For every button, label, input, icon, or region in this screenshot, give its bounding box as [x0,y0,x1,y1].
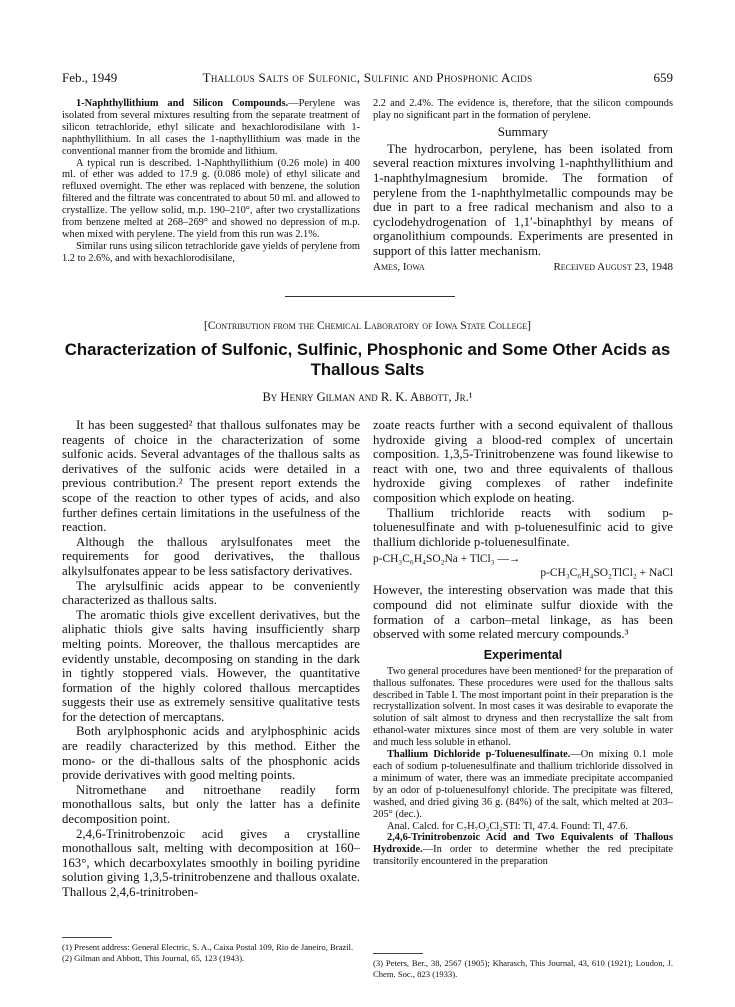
footnote-3: (3) Peters, Ber., 38, 2567 (1905); Kharasch, This Journal, 43, 610 (1921); Loudon, J. Chem. Soc., 823 (1933). [373,958,673,979]
footnote-rule-right [373,953,423,954]
prev-article-left-column [62,98,360,265]
prev-paragraph-3: Similar runs using silicon tetrachloride gave yields of perylene from 1.2 to 2.6%, and with hexachlorodisilane, [62,240,360,264]
exp-p2-heading: Thallium Dichloride p-Toluenesulfinate. [387,749,571,761]
body-paragraph-4: The aromatic thiols give excellent derivatives, but the aliphatic thiols give salts having insufficiently sharp melting points. Moreover, the thallous mercaptides are evidently unstable, decomposing on standing in the dark in tightly stoppered vials. However, the quantitative formation of the highly colored thallous mercaptides suggests their use as extremely sensitive qualitative tests for the detection of mercaptans. [62,607,360,724]
body-paragraph-7: 2,4,6-Trinitrobenzoic acid gives a crystalline monothallous salt, melting with decomposition at 160–163°, which decarboxylates smoothly in boiling pyridine solution giving 1,3,5-trinitrobenzene and thallous oxalate. Thallous 2,4,6-trinitroben- [62,826,360,899]
signature-received: Received August 23, 1948 [553,260,673,273]
footnote-1: (1) Present address: General Electric, S. A., Caixa Postal 109, Rio de Janeiro, Brazil. [62,942,354,952]
article-divider [285,296,455,297]
signature-line [373,261,673,273]
article-right-column [373,418,673,868]
prev-p1-body: —Perylene was isolated from several mixtures resulting from the separate treatment of silicon tetrachloride, ethyl silicate and hexachlorodisilane with 1-naphthyllithium. In all cases the 1-napthyllithium was made in the conventional manner from the bromide and lithium. [62,98,360,157]
body-paragraph-10: However, the interesting observation was made that this compound did not eliminate sulfur dioxide with the formation of a carbon–metal linkage, as has been observed with some related mercury compounds.³ [373,583,673,642]
prev-p1-heading: 1-Naphthyllithium and Silicon Compounds. [76,98,289,109]
prev-right-paragraph: 2.2 and 2.4%. The evidence is, therefore, that the silicon compounds play no significant part in the formation of perylene. [373,98,673,121]
exp-paragraph-4 [373,832,673,868]
article-authors: By Henry Gilman and R. K. Abbott, Jr.¹ [262,390,473,404]
body-paragraph-5: Both arylphosphonic acids and arylphosphinic acids are readily characterized by this method. Either the mono- or the di-thallous salts of the phosphonic acids provide derivatives with good melting points. [62,724,360,783]
body-paragraph-3: The arylsulfinic acids appear to be conveniently characterized as thallous salts. [62,578,360,608]
footnotes-left [62,942,360,964]
footnotes-right [373,958,673,980]
exp-p4-body: —In order to determine whether the red precipitate transitorily encountered in the preparation [373,844,673,868]
prev-paragraph-2: A typical run is described. 1-Naphthyllithium (0.26 mole) in 400 ml. of ether was added to 17.9 g. (0.086 mole) of ethyl silicate and refluxed overnight. The ether was replaced with benzene, the solution filtered and the filtrate was concentrated to about 50 ml. and allowed to crystallize. The yellow solid, m.p. 190–210°, after two crystallizations from benzene melted at 268–269° and showed no depression of m.p. when mixed with perylene. The yield from this run was 2.1%. [62,157,360,240]
equation-right: p-CH₃C₆H₄SO₂TlCl₂ + NaCl [540,567,673,580]
footnote-2: (2) Gilman and Abbott, This Journal, 65, 123 (1943). [62,952,245,963]
footnote-rule-left [62,937,112,938]
prev-article-right-column [373,98,673,273]
summary-heading: Summary [497,123,549,139]
exp-p4-heading: 2,4,6-Trinitrobenzoic Acid and Two Equivalents of Thallous Hydroxide. [373,832,673,856]
header-date: Feb., 1949 [62,70,118,85]
article-title: Characterization of Sulfonic, Sulfinic, Phosphonic and Some Other Acids as Thallous Salts [64,340,671,379]
prev-paragraph-1 [62,98,360,158]
exp-p2-body: —On mixing 0.1 mole each of sodium p-toluenesulfinate and thallium trichloride dissolved in a minimum of water, there was an immediate precipitate accompanied by an odor of p-toluenesulfonyl chloride. The precipitate was filtered, washed, and dried giving 36 g. (84%) of the salt, which melted at 203–205° (dec.). [373,749,673,820]
running-header [62,70,673,88]
exp-paragraph-1: Two general procedures have been mentioned² for the preparation of thallous sulfonates. These procedures were used for the thallous salts described in Table I. The most important point in their preparation is the recrystallization solvent. In most cases it was desirable to evaporate the solution of salt almost to dryness and then recrystallize the salt from ethanol-water mixtures since most of them are very soluble in water and much less soluble in ethanol. [373,665,673,749]
signature-place: Ames, Iowa [373,260,425,273]
header-running-title: Thallous Salts of Sulfonic, Sulfinic and Phosphonic Acids [202,70,533,85]
contribution-line: [Contribution from the Chemical Laboratory of Iowa State College] [203,320,531,332]
equation-left: p-CH₃C₆H₄SO₂Na + TlCl₃ —→ [373,553,521,566]
body-paragraph-9: Thallium trichloride reacts with sodium p-toluenesulfinate and with p-toluenesulfinic acid to give thallium dichloride p-toluenesulfinate. [373,505,673,549]
experimental-heading: Experimental [483,647,563,662]
article-left-column [62,418,360,900]
body-paragraph-8: zoate reacts further with a second equivalent of thallous hydroxide giving a blood-red complex of uncertain composition. 1,3,5-Trinitrobenzene was found likewise to react with one, two and three equivalents of thallous hydroxide giving complexes of rather indefinite composition which explode on heating. [373,418,673,505]
body-paragraph-6: Nitromethane and nitroethane readily form monothallous salts, but only the latter has a definite decomposition point. [62,782,360,827]
body-paragraph-2: Although the thallous arylsulfonates meet the requirements for good derivatives, the thallous alkylsulfonates appear to be less satisfactory derivatives. [62,534,360,578]
summary-text: The hydrocarbon, perylene, has been isolated from several reaction mixtures involving 1-naphthyllithium and 1-naphthylmagnesium bromide. The formation of perylene from the 1-naphthylmetallic compounds may be due in part to a free radical mechanism and also to a cyclodehydrogenation of 1,1′-binaphthyl by means of organolithium compounds. Experiments are presented in support of this latter mechanism. [373,141,673,258]
body-paragraph-1: It has been suggested² that thallous sulfonates may be reagents of choice in the characterization of some sulfonic acids. Several advantages of the thallous salts as derivatives of the sulfonic acids were detailed in a previous contribution.² The present report extends the scope of the reaction to other types of acids, and also further defines certain limitations in the usefulness of the reaction. [62,418,360,535]
header-page-number: 659 [653,70,673,85]
exp-paragraph-2 [373,749,673,820]
exp-paragraph-3: Anal. Calcd. for C₇H₇O₂Cl₂STl: Tl, 47.4. Found: Tl, 47.6. [387,820,628,832]
